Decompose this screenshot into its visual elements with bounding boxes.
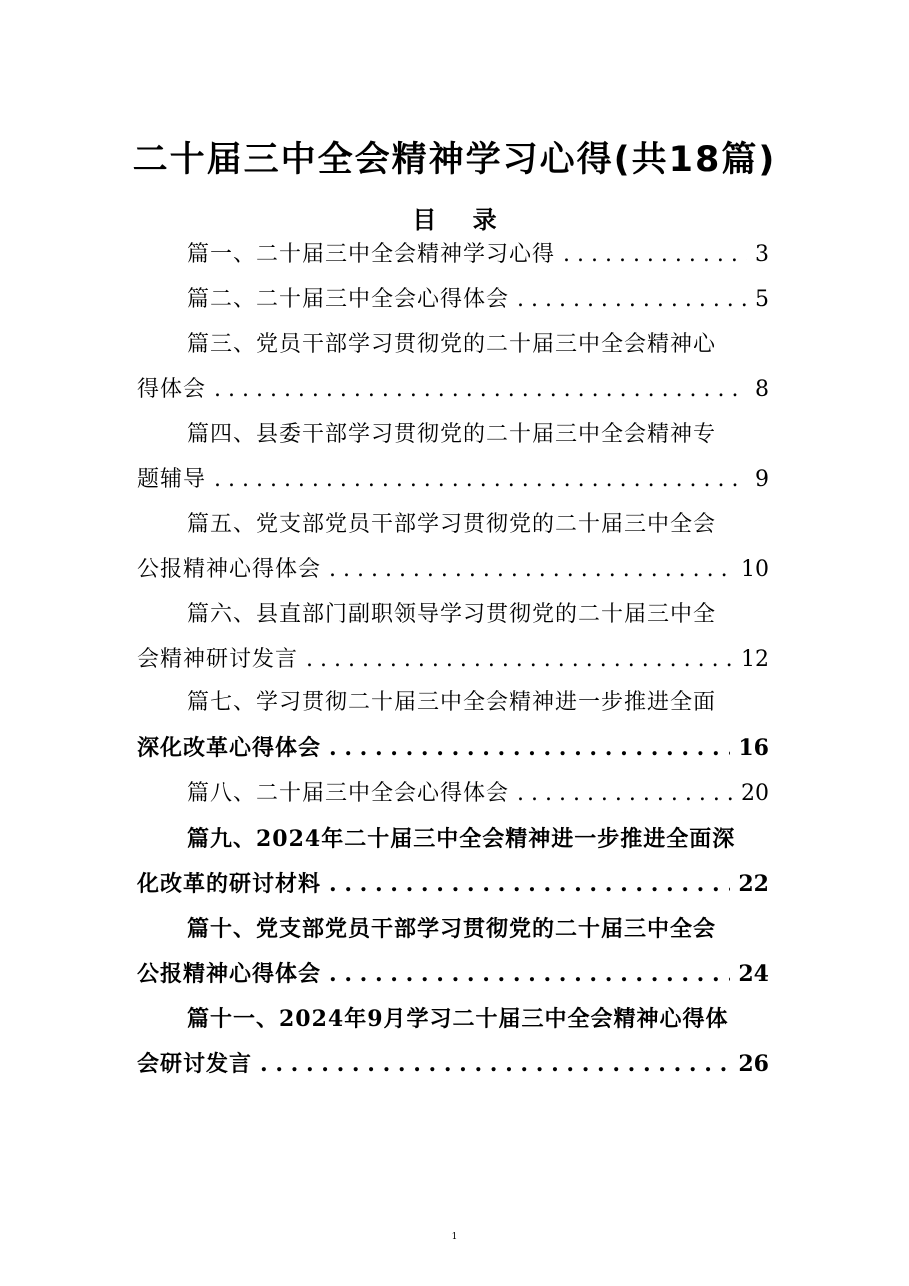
toc-entry-text: 篇二、二十届三中全会心得体会	[187, 287, 510, 312]
toc-entry-4-cont[interactable]	[137, 463, 769, 497]
toc-entry-5[interactable]	[137, 508, 769, 542]
toc-entry-text: 篇一、二十届三中全会精神学习心得	[187, 242, 556, 267]
toc-entry-text: 篇五、党支部党员干部学习贯彻党的二十届三中全会	[187, 512, 717, 537]
toc-page-number: 12	[741, 647, 769, 672]
toc-entry-text: 篇四、县委干部学习贯彻党的二十届三中全会精神专	[187, 422, 717, 447]
toc-entry-text-cont: 深化改革心得体会	[137, 735, 322, 761]
toc-entry-7[interactable]	[137, 686, 769, 720]
toc-dot-leader	[329, 553, 733, 587]
toc-dot-leader	[517, 777, 733, 811]
toc-page-number: 22	[738, 871, 769, 897]
toc-entry-text: 篇十、党支部党员干部学习贯彻党的二十届三中全会	[187, 916, 717, 942]
toc-entry-text: 篇六、县直部门副职领导学习贯彻党的二十届三中全	[187, 602, 717, 627]
toc-entry-11-cont[interactable]	[137, 1047, 769, 1081]
toc-entry-text-cont: 化改革的研讨材料	[137, 871, 322, 897]
toc-dot-leader	[329, 957, 730, 991]
toc-entry-text-cont: 题辅导	[137, 467, 207, 492]
toc-page-number: 8	[755, 377, 769, 402]
toc-entry-10[interactable]	[137, 912, 769, 946]
toc-entry-6-cont[interactable]	[137, 643, 769, 677]
toc-dot-leader	[214, 463, 747, 497]
toc-entry-8[interactable]	[137, 777, 769, 811]
toc-entry-text-cont: 会精神研讨发言	[137, 647, 299, 672]
toc-entry-9-cont[interactable]	[137, 867, 769, 901]
toc-entry-text: 篇三、党员干部学习贯彻党的二十届三中全会精神心	[187, 332, 717, 357]
toc-page-number: 24	[738, 961, 769, 987]
toc-page-number: 10	[741, 557, 769, 582]
toc-entry-text: 篇七、学习贯彻二十届三中全会精神进一步推进全面	[187, 690, 717, 715]
toc-dot-leader	[329, 867, 730, 901]
page-number: 1	[451, 1232, 458, 1242]
toc-entry-11[interactable]	[137, 1002, 769, 1036]
document-title: 二十届三中全会精神学习心得(共18篇)	[132, 140, 777, 180]
toc-entry-text-cont: 公报精神心得体会	[137, 961, 322, 987]
toc-page-number: 9	[755, 467, 769, 492]
toc-entry-text: 篇八、二十届三中全会心得体会	[187, 781, 510, 806]
toc-entry-3[interactable]	[137, 328, 769, 362]
toc-dot-leader	[563, 238, 747, 272]
toc-dot-leader	[306, 643, 733, 677]
toc-entry-6[interactable]	[137, 598, 769, 632]
toc-dot-leader	[329, 731, 730, 765]
toc-dot-leader	[260, 1047, 730, 1081]
toc-entry-1[interactable]	[137, 238, 769, 272]
toc-entry-text-cont: 公报精神心得体会	[137, 557, 322, 582]
toc-page-number: 20	[741, 781, 769, 806]
toc-entry-text: 篇九、2024年二十届三中全会精神进一步推进全面深	[187, 826, 736, 852]
toc-entry-4[interactable]	[137, 418, 769, 452]
toc-dot-leader	[214, 373, 747, 407]
toc-entry-9[interactable]	[137, 822, 769, 856]
toc-entry-3-cont[interactable]	[137, 373, 769, 407]
toc-entry-text-cont: 得体会	[137, 377, 207, 402]
toc-page-number: 26	[738, 1051, 769, 1077]
toc-page-number: 16	[738, 735, 769, 761]
toc-entry-7-cont[interactable]	[137, 731, 769, 765]
toc-dot-leader	[517, 283, 747, 317]
toc-heading: 目 录	[412, 206, 511, 234]
toc-entry-10-cont[interactable]	[137, 957, 769, 991]
toc-page-number: 3	[755, 242, 769, 267]
toc-entry-text-cont: 会研讨发言	[137, 1051, 253, 1077]
toc-entry-2[interactable]	[137, 283, 769, 317]
toc-entry-text: 篇十一、2024年9月学习二十届三中全会精神心得体	[187, 1006, 729, 1032]
toc-page-number: 5	[755, 287, 769, 312]
toc-entry-5-cont[interactable]	[137, 553, 769, 587]
